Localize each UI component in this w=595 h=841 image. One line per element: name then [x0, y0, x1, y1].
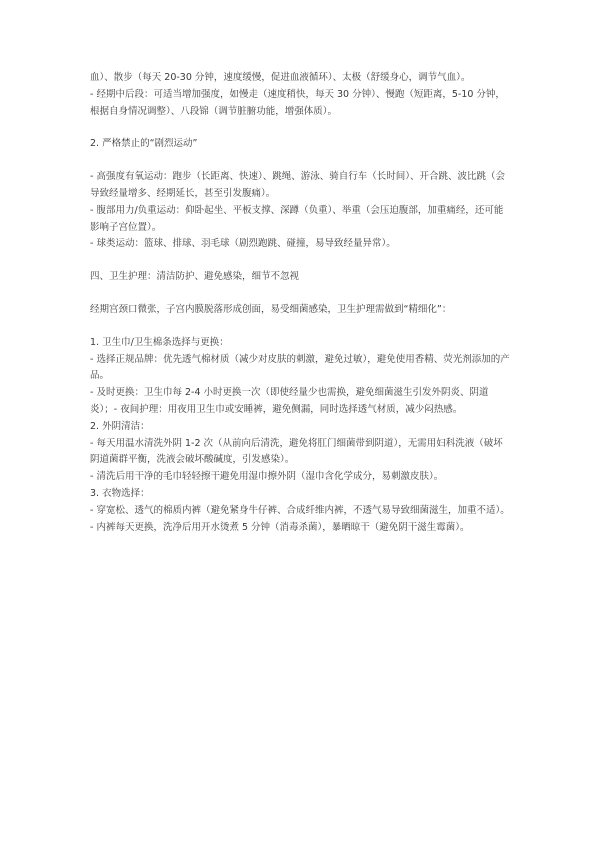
paragraph: - 清洗后用干净的毛巾轻轻擦干避免用湿巾擦外阴（湿巾含化学成分，易刺激皮肤）。	[90, 471, 444, 483]
document-body	[90, 70, 510, 536]
section-heading: 1. 卫生巾/卫生棉条选择与更换：	[90, 336, 229, 348]
paragraph: - 穿宽松、透气的棉质内裤（避免紧身牛仔裤、合成纤维内裤，不透气易导致细菌滋生，加重不适）。	[90, 504, 510, 516]
paragraph: 经期宫颈口微张，子宫内膜脱落形成创面，易受细菌感染，卫生护理需做到“精细化”：	[90, 303, 452, 315]
paragraph: - 球类运动：篮球、排球、羽毛球（剧烈跑跳、碰撞，易导致经量异常）。	[90, 238, 396, 250]
section-heading: 四、卫生护理：清洁防护、避免感染，细节不忽视	[90, 271, 300, 283]
paragraph-gap	[90, 286, 510, 302]
section-heading: 2. 外阴清洁：	[90, 420, 150, 432]
paragraph: 血）、散步（每天 20-30 分钟，速度缓慢，促进血液循环）、太极（舒缓身心，调节气血）。	[90, 72, 471, 83]
section-heading: 3. 衣物选择：	[90, 487, 150, 499]
paragraph: - 高强度有氧运动：跑步（长距离、快速）、跳绳、游泳、骑自行车（长时间）、开合跳、波比跳（会导致经量增多、经期延长，甚至引发腹痛）。	[90, 171, 505, 199]
paragraph: - 选择正规品牌：优先透气棉材质（减少对皮肤的刺激，避免过敏），避免使用香精、荧光剂添加的产品。	[90, 353, 510, 382]
paragraph: - 腹部用力/负重运动：仰卧起坐、平板支撑、深蹲（负重）、举重（会压迫腹部，加重痛经，还可能影响子宫位置）。	[90, 204, 504, 233]
paragraph-gap	[90, 153, 510, 169]
paragraph-gap	[90, 253, 510, 269]
paragraph-gap	[90, 120, 510, 136]
paragraph-gap	[90, 319, 510, 335]
paragraph: - 内裤每天更换，洗净后用开水烫煮 5 分钟（消毒杀菌），暴晒晾干（避免阴干滋生霉菌）。	[90, 521, 470, 533]
paragraph: - 及时更换：卫生巾每 2-4 小时更换一次（即使经量少也需换，避免细菌滋生引发外阴炎、阴道炎）；- 夜间护理：用夜用卫生巾或安睡裤，避免侧漏，同时选择透气材质，减少闷热感。	[90, 387, 489, 415]
paragraph: - 经期中后段：可适当增加强度，如慢走（速度稍快，每天 30 分钟）、慢跑（短距离，5-10 分钟，根据自身情况调整）、八段锦（调节脏腑功能，增强体质）。	[90, 88, 505, 117]
section-heading: 2. 严格禁止的“剧烈运动”	[90, 138, 198, 150]
paragraph: - 每天用温水清洗外阴 1-2 次（从前向后清洗，避免将肛门细菌带到阴道），无需用妇科洗液（破坏阴道菌群平衡，洗液会破坏酸碱度，引发感染）。	[90, 437, 503, 466]
